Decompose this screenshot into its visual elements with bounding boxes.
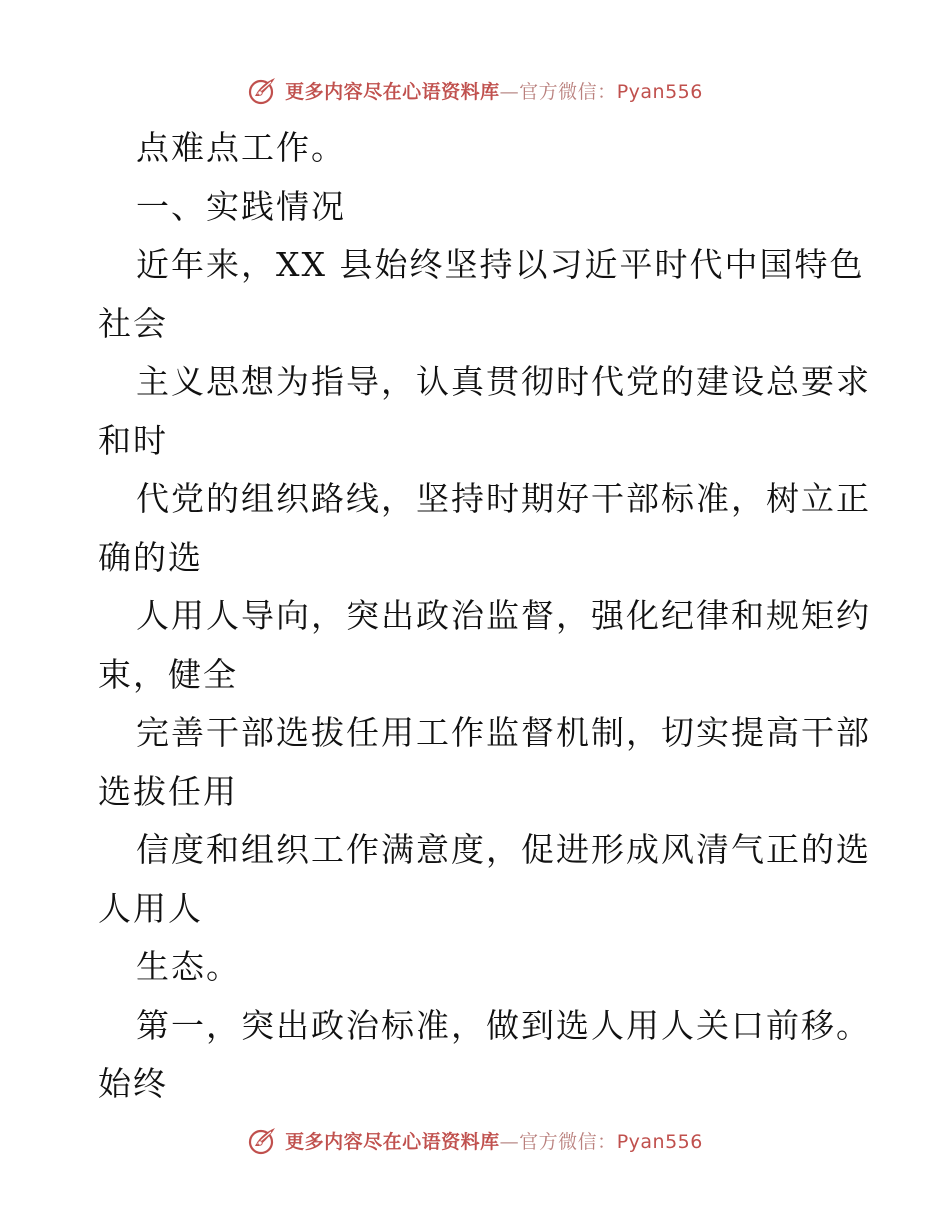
- banner-main-text: 更多内容尽在心语资料库: [285, 80, 500, 103]
- banner-separator: —: [499, 1130, 520, 1153]
- header-banner: [0, 70, 950, 110]
- body-line: 确的选: [98, 537, 203, 577]
- body-line: 始终: [98, 1064, 168, 1103]
- banner-text: [285, 1127, 703, 1154]
- body-line: 束，健全: [98, 654, 238, 694]
- footer-banner: [0, 1120, 950, 1160]
- body-line: 生态。: [136, 947, 241, 986]
- body-line: 和时: [98, 420, 168, 460]
- banner-wechat-id: Pyan556: [616, 1130, 703, 1153]
- body-line: 第一，突出政治标准，做到选人用人关口前移。: [136, 1005, 871, 1045]
- banner-text: [285, 77, 703, 104]
- body-line: 人用人导向，突出政治监督，强化纪律和规矩约: [136, 596, 871, 635]
- banner-main-text: 更多内容尽在心语资料库: [285, 1130, 500, 1153]
- body-line: 人用人: [98, 888, 203, 928]
- body-line: 选拔任用: [98, 771, 238, 811]
- banner-separator: —: [499, 80, 520, 103]
- body-line: 社会: [98, 303, 168, 343]
- body-line: 主义思想为指导，认真贯彻时代党的建设总要求: [136, 362, 871, 401]
- document-body: [98, 119, 871, 1114]
- body-line: 近年来，XX 县始终坚持以习近平时代中国特色: [136, 245, 865, 284]
- banner-wechat-label: 官方微信：: [519, 1130, 617, 1153]
- banner-wechat-label: 官方微信：: [519, 80, 617, 103]
- section-heading: 一、实践情况: [136, 186, 346, 226]
- body-line: 完善干部选拔任用工作监督机制，切实提高干部: [136, 713, 871, 752]
- body-line: 信度和组织工作满意度，促进形成风清气正的选: [136, 830, 871, 869]
- feather-pen-icon: [247, 74, 279, 106]
- body-line: 点难点工作。: [136, 128, 346, 167]
- feather-pen-icon: [247, 1124, 279, 1156]
- body-line: 代党的组织路线，坚持时期好干部标准，树立正: [136, 479, 871, 518]
- banner-wechat-id: Pyan556: [616, 80, 703, 103]
